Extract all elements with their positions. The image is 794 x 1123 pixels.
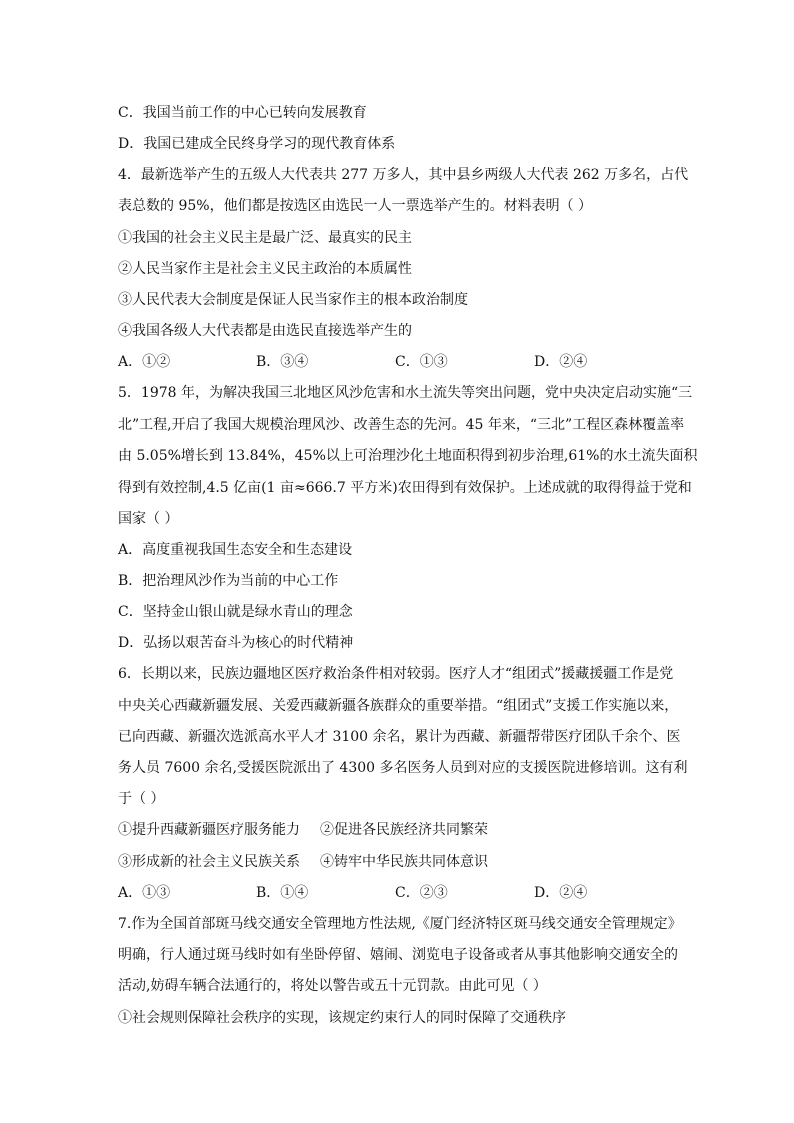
option-letter: A． [118, 354, 143, 370]
q7-stem-line: 活动,妨碍车辆合法通行的，将处以警告或五十元罚款。由此可见（ ） [118, 978, 547, 994]
q5-choice-b[interactable]: B．把治理风沙作为当前的中心工作 [118, 573, 339, 589]
option-value: ②④ [559, 885, 588, 901]
q6-options [118, 883, 688, 903]
q4-option-a[interactable] [118, 352, 170, 372]
q3-choice-d: D．我国已建成全民终身学习的现代教育体系 [118, 136, 396, 152]
q6-stem-line: 于（ ） [118, 791, 165, 807]
q6-stem-line: 6．长期以来，民族边疆地区医疗救治条件相对较弱。医疗人才“组团式”援藏援疆工作是党 [118, 666, 674, 682]
q6-option-b[interactable] [256, 883, 308, 903]
option-letter: D． [534, 885, 560, 901]
q6-item: ③形成新的社会主义民族关系 [118, 854, 300, 870]
q6-stem-line: 务人员 7600 余名,受援医院派出了 4300 多名医务人员到对应的支援医院进修培训。这有利 [118, 760, 688, 776]
option-letter: B． [256, 354, 281, 370]
q4-option-d[interactable] [534, 352, 587, 372]
q4-item: ④我国各级人大代表都是由选民直接选举产生的 [118, 323, 412, 339]
option-letter: C． [395, 885, 420, 901]
q7-item: ①社会规则保障社会秩序的实现，该规定约束行人的同时保障了交通秩序 [118, 1010, 566, 1026]
q6-item-row [118, 852, 488, 872]
q4-option-b[interactable] [256, 352, 308, 372]
q5-stem-line: 得到有效控制,4.5 亿亩(1 亩≈666.7 平方米)农田得到有效保护。上述成就的取得得益于党和 [118, 480, 692, 496]
q5-stem-line: 由 5.05%增长到 13.84%，45%以上可治理沙化土地面积得到初步治理,61%的水土流失面积 [118, 448, 698, 464]
q5-choice-d[interactable]: D．弘扬以艰苦奋斗为核心的时代精神 [118, 635, 354, 651]
option-letter: D． [534, 354, 560, 370]
q5-stem-line: 北”工程,开启了我国大规模治理风沙、改善生态的先河。45 年来，“三北”工程区森林覆盖率 [118, 417, 685, 433]
q5-stem-line: 国家（ ） [118, 511, 179, 527]
q4-stem-line: 4．最新选举产生的五级人大代表共 277 万多人，其中县乡两级人大代表 262 万多名，占代 [118, 167, 689, 183]
option-letter: B． [256, 885, 281, 901]
q4-options [118, 352, 688, 372]
q4-stem-line: 表总数的 95%，他们都是按选区由选民一人一票选举产生的。材料表明（ ） [118, 198, 593, 214]
q6-item: ①提升西藏新疆医疗服务能力 [118, 822, 300, 838]
q6-option-d[interactable] [534, 883, 587, 903]
q6-item: ④铸牢中华民族共同体意识 [320, 854, 488, 870]
q7-stem-line: 明确，行人通过斑马线时如有坐卧停留、嬉闹、浏览电子设备或者从事其他影响交通安全的 [118, 947, 678, 963]
option-value: ①② [142, 354, 171, 370]
option-value: ①③ [419, 354, 448, 370]
option-value: ③④ [280, 354, 309, 370]
q4-item: ②人民当家作主是社会主义民主政治的本质属性 [118, 261, 412, 277]
option-value: ②③ [419, 885, 448, 901]
q5-choice-c[interactable]: C．坚持金山银山就是绿水青山的理念 [118, 604, 353, 620]
option-letter: A． [118, 885, 143, 901]
q7-stem-line: 7.作为全国首部斑马线交通安全管理地方性法规,《厦门经济特区斑马线交通安全管理规定》 [118, 916, 682, 932]
option-value: ①③ [142, 885, 171, 901]
q6-option-c[interactable] [395, 883, 448, 903]
q6-option-a[interactable] [118, 883, 170, 903]
q6-stem-line: 中央关心西藏新疆发展、关爱西藏新疆各族群众的重要举措。“组团式”支援工作实施以来， [118, 698, 679, 714]
q5-choice-a[interactable]: A．高度重视我国生态安全和生态建设 [118, 542, 353, 558]
q6-stem-line: 已向西藏、新疆次选派高水平人才 3100 余名，累计为西藏、新疆帮带医疗团队千余个、医 [118, 729, 681, 745]
q4-item: ③人民代表大会制度是保证人民当家作主的根本政治制度 [118, 292, 468, 308]
q4-option-c[interactable] [395, 352, 448, 372]
q4-item: ①我国的社会主义民主是最广泛、最真实的民主 [118, 230, 412, 246]
q5-stem-line: 5．1978 年，为解决我国三北地区风沙危害和水土流失等突出问题，党中央决定启动实施“三 [118, 385, 693, 401]
option-value: ①④ [280, 885, 309, 901]
q3-choice-c: C．我国当前工作的中心已转向发展教育 [118, 105, 367, 121]
q6-item-row [118, 820, 488, 840]
option-value: ②④ [559, 354, 588, 370]
option-letter: C． [395, 354, 420, 370]
q6-item: ②促进各民族经济共同繁荣 [320, 822, 488, 838]
